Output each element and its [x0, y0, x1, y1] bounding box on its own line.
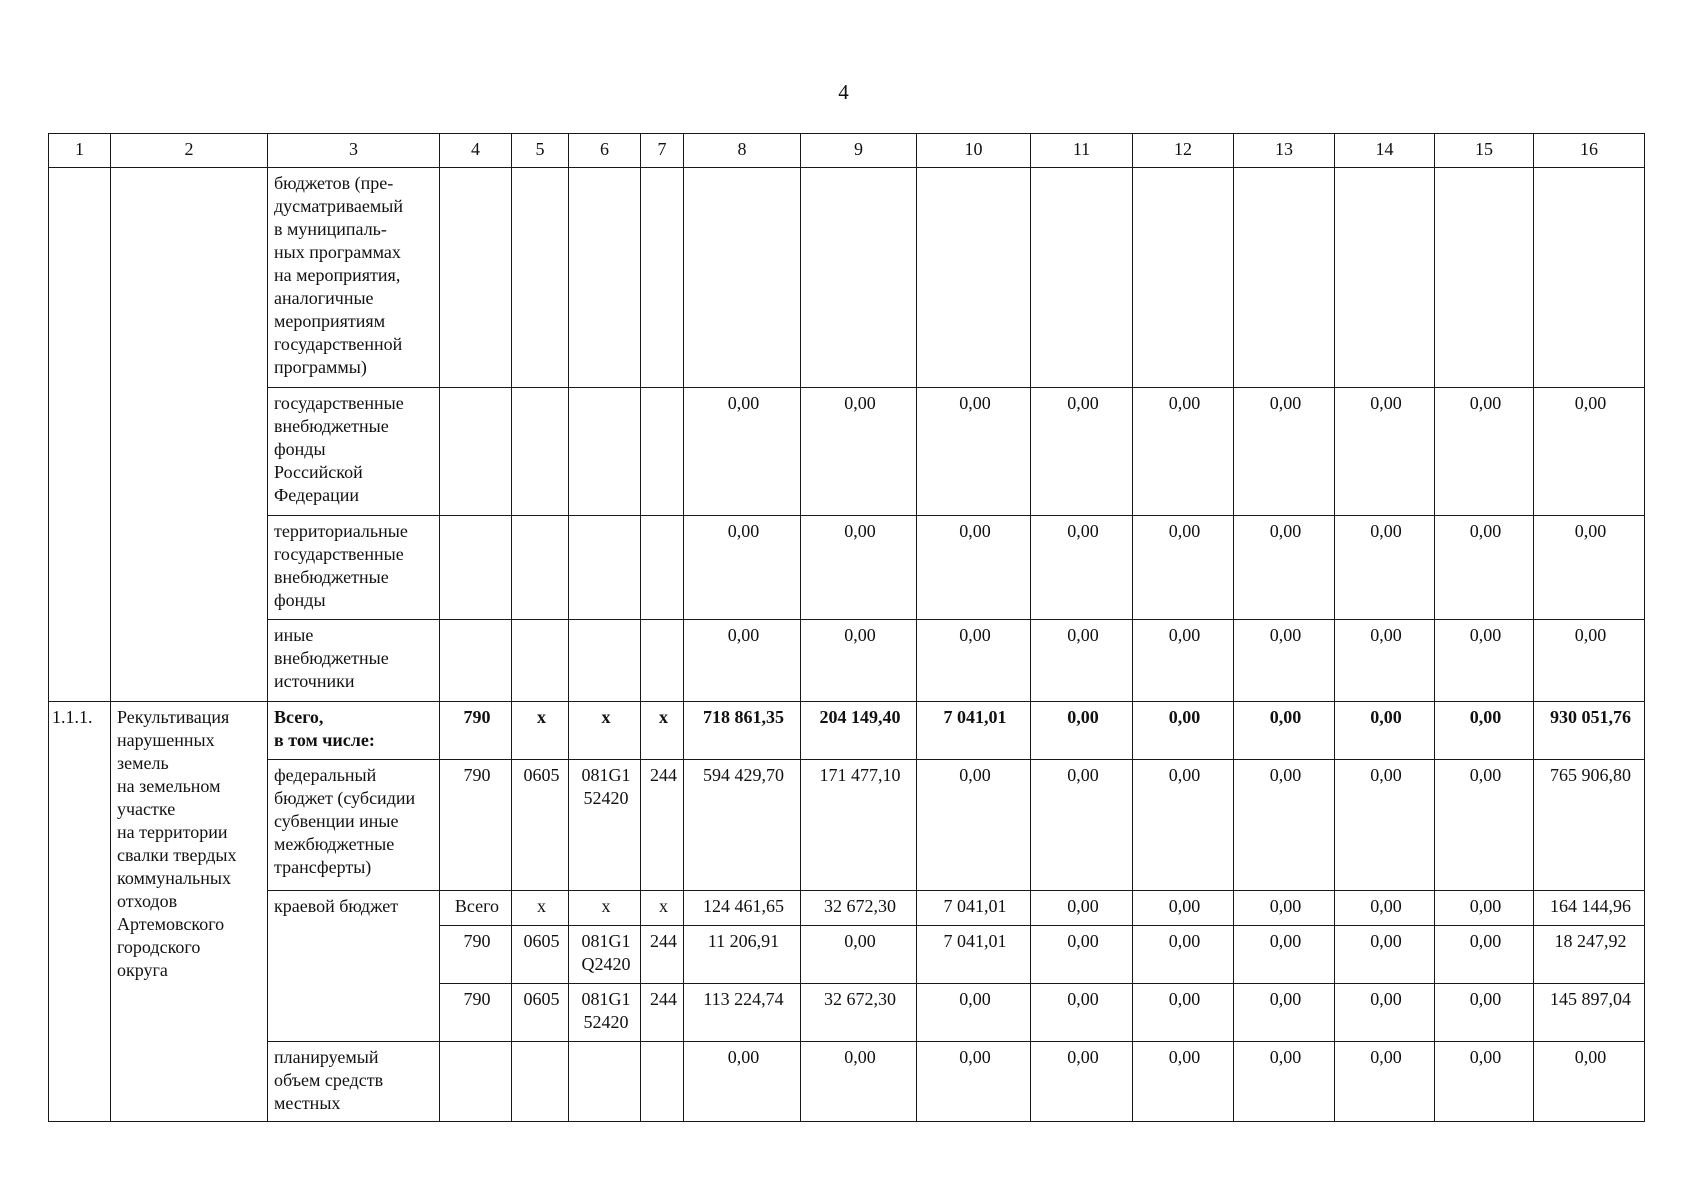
- source-label: краевой бюджет: [268, 891, 440, 1042]
- code-cell: 244: [641, 926, 684, 984]
- source-label: бюджетов (пре- дусматриваемый в муниципаль- ных программах на мероприятия, аналогичные мероприятиям государственной программы): [268, 168, 440, 388]
- code-cell: 0605: [512, 984, 569, 1042]
- code-cell: 244: [641, 760, 684, 891]
- col-header: 7: [641, 134, 684, 168]
- value-cell: 0,00: [1234, 516, 1335, 620]
- value-cell: 0,00: [801, 1042, 917, 1122]
- table-row: [49, 620, 1645, 702]
- source-label: федеральный бюджет (субсидии субвенции иные межбюджетные трансферты): [268, 760, 440, 891]
- value-cell: 0,00: [1534, 388, 1645, 516]
- code-cell: 790: [440, 926, 512, 984]
- col-header: 14: [1335, 134, 1435, 168]
- value-cell: 0,00: [1234, 1042, 1335, 1122]
- value-cell: 0,00: [1031, 388, 1133, 516]
- value-cell: 145 897,04: [1534, 984, 1645, 1042]
- value-cell: 0,00: [917, 620, 1031, 702]
- code-cell: х: [512, 891, 569, 926]
- value-cell: 32 672,30: [801, 984, 917, 1042]
- source-label: территориальные государственные внебюджетные фонды: [268, 516, 440, 620]
- value-cell: 0,00: [1435, 516, 1534, 620]
- value-cell: 0,00: [1435, 926, 1534, 984]
- value-cell: 0,00: [1133, 516, 1234, 620]
- value-cell: 0,00: [1534, 516, 1645, 620]
- value-cell: 0,00: [1335, 926, 1435, 984]
- col-header: 10: [917, 134, 1031, 168]
- value-cell: 0,00: [1335, 702, 1435, 760]
- value-cell: 0,00: [1234, 891, 1335, 926]
- item-number: 1.1.1.: [49, 702, 111, 1122]
- source-label: Всего, в том числе:: [268, 702, 440, 760]
- value-cell: 0,00: [1335, 388, 1435, 516]
- code-cell: 081G1 52420: [569, 984, 641, 1042]
- code-cell: х: [641, 891, 684, 926]
- value-cell: 0,00: [1234, 926, 1335, 984]
- value-cell: 0,00: [1335, 760, 1435, 891]
- value-cell: 0,00: [1133, 891, 1234, 926]
- value-cell: 0,00: [917, 984, 1031, 1042]
- value-cell: 0,00: [1031, 702, 1133, 760]
- value-cell: 0,00: [1031, 1042, 1133, 1122]
- code-cell: 0605: [512, 926, 569, 984]
- value-cell: 0,00: [917, 1042, 1031, 1122]
- code-cell: 790: [440, 760, 512, 891]
- code-cell: Всего: [440, 891, 512, 926]
- col-header: 1: [49, 134, 111, 168]
- col-header: 6: [569, 134, 641, 168]
- value-cell: 0,00: [1435, 702, 1534, 760]
- value-cell: 0,00: [1133, 1042, 1234, 1122]
- value-cell: 11 206,91: [684, 926, 801, 984]
- empty-cell: [111, 168, 268, 702]
- source-label: государственные внебюджетные фонды Российской Федерации: [268, 388, 440, 516]
- item-name: Рекультивация нарушенных земель на земельном участке на территории свалки твердых коммунальных отходов Артемовского городского округа: [111, 702, 268, 1122]
- col-header: 8: [684, 134, 801, 168]
- value-cell: 0,00: [801, 926, 917, 984]
- code-cell: 244: [641, 984, 684, 1042]
- value-cell: 0,00: [1435, 984, 1534, 1042]
- empty-cell: [49, 168, 111, 702]
- value-cell: 0,00: [1031, 891, 1133, 926]
- value-cell: 0,00: [1435, 1042, 1534, 1122]
- value-cell: 0,00: [1234, 620, 1335, 702]
- col-header: 11: [1031, 134, 1133, 168]
- value-cell: 0,00: [917, 388, 1031, 516]
- table-row: [49, 891, 1645, 926]
- value-cell: 164 144,96: [1534, 891, 1645, 926]
- value-cell: 0,00: [1335, 620, 1435, 702]
- code-cell: 081G1 Q2420: [569, 926, 641, 984]
- value-cell: 0,00: [801, 516, 917, 620]
- value-cell: 0,00: [1031, 984, 1133, 1042]
- code-cell: х: [569, 702, 641, 760]
- value-cell: 0,00: [684, 388, 801, 516]
- col-header: 3: [268, 134, 440, 168]
- page-number: 4: [838, 80, 849, 104]
- col-header: 16: [1534, 134, 1645, 168]
- code-cell: х: [569, 891, 641, 926]
- table-row: [49, 168, 1645, 388]
- col-header: 12: [1133, 134, 1234, 168]
- col-header: 2: [111, 134, 268, 168]
- value-cell: 0,00: [1234, 388, 1335, 516]
- table-row: [49, 702, 1645, 760]
- value-cell: 0,00: [1234, 760, 1335, 891]
- value-cell: 0,00: [1133, 702, 1234, 760]
- code-cell: х: [641, 702, 684, 760]
- value-cell: 0,00: [1133, 926, 1234, 984]
- value-cell: 0,00: [684, 620, 801, 702]
- value-cell: 0,00: [1133, 620, 1234, 702]
- table-row: [49, 760, 1645, 891]
- value-cell: 0,00: [1435, 760, 1534, 891]
- col-header: 13: [1234, 134, 1335, 168]
- value-cell: 0,00: [1031, 620, 1133, 702]
- value-cell: 0,00: [1234, 702, 1335, 760]
- col-header: 15: [1435, 134, 1534, 168]
- budget-table: [48, 133, 1645, 1122]
- value-cell: 171 477,10: [801, 760, 917, 891]
- code-cell: 790: [440, 702, 512, 760]
- header-row: [49, 134, 1645, 168]
- value-cell: 124 461,65: [684, 891, 801, 926]
- source-label: иные внебюджетные источники: [268, 620, 440, 702]
- source-label: планируемый объем средств местных: [268, 1042, 440, 1122]
- value-cell: 0,00: [917, 516, 1031, 620]
- value-cell: 0,00: [1234, 984, 1335, 1042]
- value-cell: 0,00: [1534, 1042, 1645, 1122]
- value-cell: 7 041,01: [917, 891, 1031, 926]
- value-cell: 7 041,01: [917, 702, 1031, 760]
- code-cell: 081G1 52420: [569, 760, 641, 891]
- value-cell: 0,00: [801, 388, 917, 516]
- value-cell: 0,00: [1335, 984, 1435, 1042]
- value-cell: 204 149,40: [801, 702, 917, 760]
- value-cell: 0,00: [1335, 516, 1435, 620]
- table-row: [49, 1042, 1645, 1122]
- value-cell: 18 247,92: [1534, 926, 1645, 984]
- value-cell: 0,00: [1534, 620, 1645, 702]
- table-row: [49, 516, 1645, 620]
- value-cell: 0,00: [1133, 760, 1234, 891]
- value-cell: 0,00: [801, 620, 917, 702]
- value-cell: 0,00: [1031, 760, 1133, 891]
- value-cell: 718 861,35: [684, 702, 801, 760]
- code-cell: х: [512, 702, 569, 760]
- value-cell: 32 672,30: [801, 891, 917, 926]
- value-cell: 765 906,80: [1534, 760, 1645, 891]
- value-cell: 0,00: [1031, 926, 1133, 984]
- value-cell: 0,00: [1335, 891, 1435, 926]
- value-cell: 930 051,76: [1534, 702, 1645, 760]
- value-cell: 0,00: [1435, 388, 1534, 516]
- code-cell: 0605: [512, 760, 569, 891]
- value-cell: 0,00: [684, 516, 801, 620]
- code-cell: 790: [440, 984, 512, 1042]
- value-cell: 0,00: [1031, 516, 1133, 620]
- col-header: 4: [440, 134, 512, 168]
- table-row: [49, 388, 1645, 516]
- value-cell: 0,00: [1435, 891, 1534, 926]
- value-cell: 0,00: [917, 760, 1031, 891]
- value-cell: 594 429,70: [684, 760, 801, 891]
- value-cell: 0,00: [1335, 1042, 1435, 1122]
- value-cell: 7 041,01: [917, 926, 1031, 984]
- col-header: 5: [512, 134, 569, 168]
- value-cell: 113 224,74: [684, 984, 801, 1042]
- value-cell: 0,00: [1435, 620, 1534, 702]
- value-cell: 0,00: [1133, 984, 1234, 1042]
- col-header: 9: [801, 134, 917, 168]
- value-cell: 0,00: [684, 1042, 801, 1122]
- value-cell: 0,00: [1133, 388, 1234, 516]
